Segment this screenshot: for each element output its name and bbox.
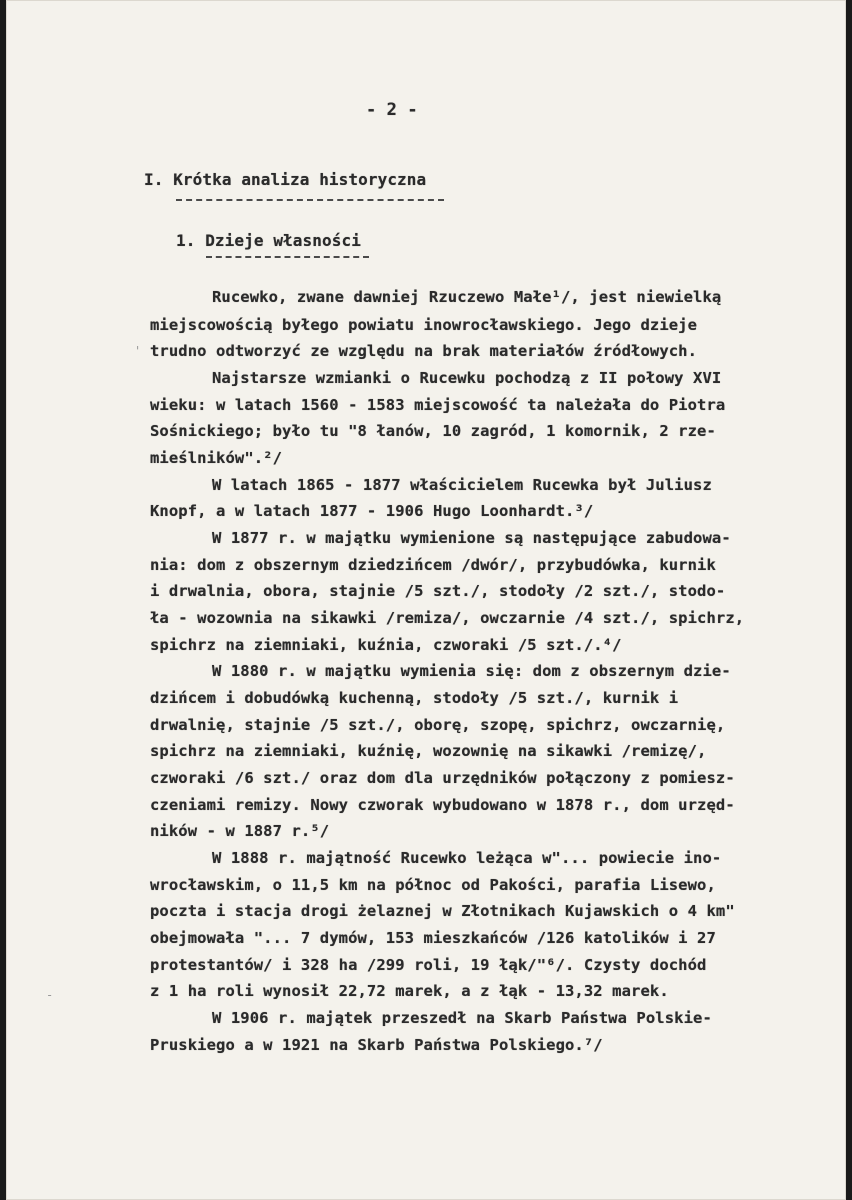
body-line: W 1880 r. w majątku wymienia się: dom z obszernym dzie- [212, 662, 731, 680]
body-line: trudno odtworzyć ze względu na brak materiałów źródłowych. [150, 342, 698, 360]
body-line: Rucewko, zwane dawniej Rzuczewo Małe¹/, jest niewielką [212, 288, 722, 306]
body-line: czworaki /6 szt./ oraz dom dla urzędników połączony z pomiesz- [150, 769, 735, 787]
body-line: drwalnię, stajnie /5 szt./, oborę, szopę, spichrz, owczarnię, [150, 716, 726, 734]
body-line: z 1 ha roli wynosił 22,72 marek, a z łąk - 13,32 marek. [150, 982, 669, 1000]
body-line: ła - wozownia na sikawki /remiza/, owczarnie /4 szt./, spichrz, [150, 609, 745, 627]
body-line: i drwalnia, obora, stajnie /5 szt./, stodoły /2 szt./, stodo- [150, 582, 726, 600]
body-line: wrocławskim, o 11,5 km na północ od Pakości, parafia Lisewo, [150, 876, 716, 894]
body-line: Pruskiego a w 1921 na Skarb Państwa Polskiego.⁷/ [150, 1036, 603, 1054]
body-line: W 1877 r. w majątku wymienione są następujące zabudowa- [212, 529, 731, 547]
body-line: Sośnickiego; było tu "8 łanów, 10 zagród, 1 komornik, 2 rze- [150, 422, 716, 440]
body-line: nia: dom z obszernym dziedzińcem /dwór/, przybudówka, kurnik [150, 556, 716, 574]
body-line: Najstarsze wzmianki o Rucewku pochodzą z II połowy XVI [212, 369, 722, 387]
subsection-heading-underline [206, 256, 369, 258]
body-line: wieku: w latach 1560 - 1583 miejscowość ta należała do Piotra [150, 396, 726, 414]
body-line: miejscowością byłego powiatu inowrocławskiego. Jego dzieje [150, 316, 698, 334]
margin-mark: ' [134, 344, 142, 358]
body-line: ników - w 1887 r.⁵/ [150, 822, 330, 840]
margin-mark: - [46, 988, 54, 1002]
body-line: obejmowała "... 7 dymów, 153 mieszkańców /126 katolików i 27 [150, 929, 716, 947]
body-line: spichrz na ziemniaki, kuźnia, czworaki /5 szt./.⁴/ [150, 636, 622, 654]
body-line: poczta i stacja drogi żelaznej w Złotnikach Kujawskich o 4 km" [150, 902, 735, 920]
subsection-heading: 1. Dzieje własności [176, 231, 361, 250]
body-line: W latach 1865 - 1877 właścicielem Rucewka był Juliusz [212, 476, 712, 494]
body-line: spichrz na ziemniaki, kuźnię, wozownię na sikawki /remizę/, [150, 742, 707, 760]
section-heading-underline [176, 199, 444, 201]
body-line: czeniami remizy. Nowy czworak wybudowano w 1878 r., dom urzęd- [150, 796, 735, 814]
body-line: Knopf, a w latach 1877 - 1906 Hugo Loonhardt.³/ [150, 502, 594, 520]
body-line: W 1906 r. majątek przeszedł na Skarb Państwa Polskie- [212, 1009, 712, 1027]
page-number: - 2 - [366, 100, 418, 120]
section-heading: I. Krótka analiza historyczna [144, 170, 427, 189]
body-line: dzińcem i dobudówką kuchenną, stodoły /5 szt./, kurnik i [150, 689, 679, 707]
body-line: mieślników".²/ [150, 449, 283, 467]
body-line: W 1888 r. majątność Rucewko leżąca w"... powiecie ino- [212, 849, 722, 867]
body-line: protestantów/ i 328 ha /299 roli, 19 łąk/"⁶/. Czysty dochód [150, 956, 707, 974]
document-page [6, 0, 846, 1200]
